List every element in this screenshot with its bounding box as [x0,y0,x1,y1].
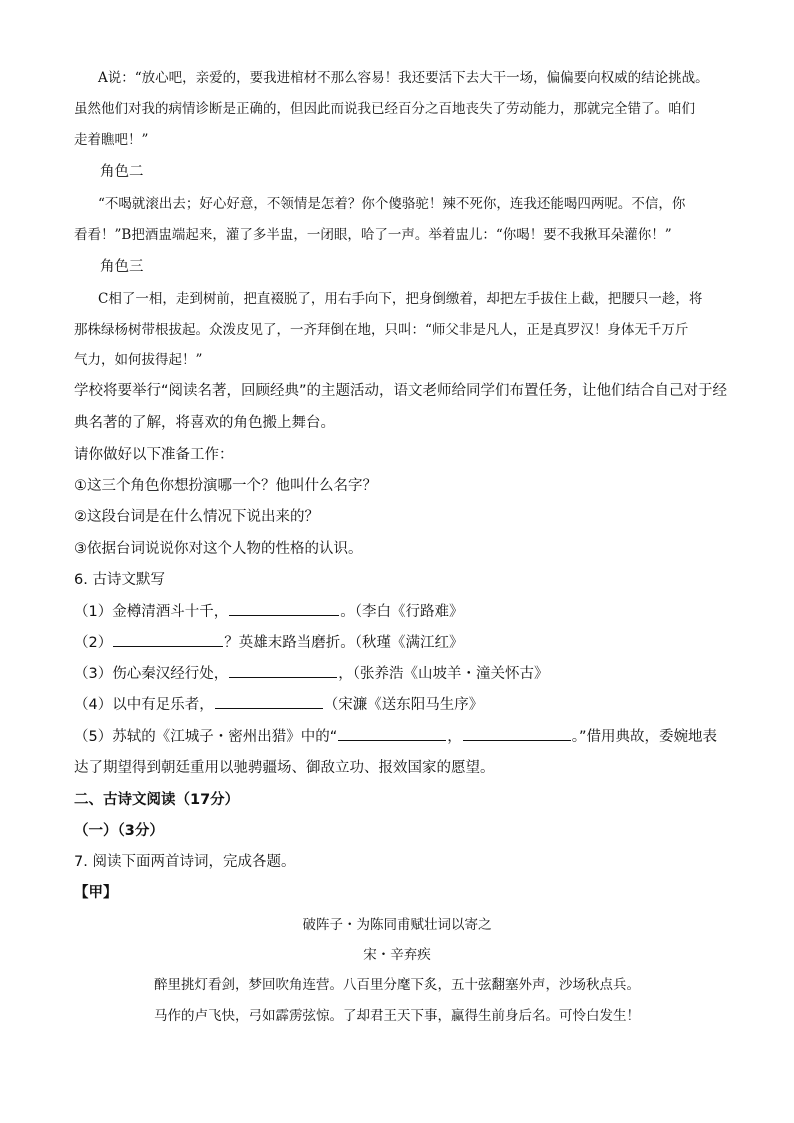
q6-item-1-prefix: （1）金樽清酒斗十千， [74,604,229,620]
q6-item-5-line-2: 达了期望得到朝廷重用以驰骋疆场、御敌立功、报效国家的愿望。 [74,760,495,776]
q6-item-3 [74,662,548,683]
q6-item-5 [74,725,717,746]
poem-line-2: 马作的卢飞快，弓如霹雳弦惊。了却君王天下事，赢得生前身后名。可怜白发生！ [154,1008,640,1024]
role-3-heading: 角色三 [100,259,144,275]
section-2-heading: 二、古诗文阅读（17分） [74,792,240,808]
role-a-line-2: 虽然他们对我的病情诊断是正确的，但因此而说我已经百分之百地丧失了劳动能力，那就完全错了。咱们 [74,101,695,117]
poem-title: 破阵子・为陈同甫赋壮词以寄之 [302,917,492,933]
q6-item-2 [74,631,463,652]
role-2-line-2: 看看！”B把酒盅端起来，灌了多半盅，一闭眼，哈了一声。举着盅儿：“你喝！要不我揪耳朵灌你！” [74,227,672,243]
answer-blank[interactable] [229,663,337,679]
q6-item-4-suffix: （宋濂《送东阳马生序》 [323,697,484,713]
role-2-heading: 角色二 [100,164,144,180]
q6-item-4 [74,693,483,714]
role-3-line-2: 那株绿杨树带根拔起。众泼皮见了，一齐拜倒在地，只叫：“师父非是凡人，正是真罗汉！身体无千万斤 [74,322,689,338]
role-3-line-1: C相了一相，走到树前，把直裰脱了，用右手向下，把身倒缴着，却把左手拔住上截，把腰只一趁，将 [98,291,703,307]
q6-item-4-prefix: （4）以中有足乐者， [74,697,214,713]
q6-item-5-suffix: 。”借用典故，委婉地表 [571,729,718,745]
poem-a-label: 【甲】 [74,885,118,901]
task-prep: 请你做好以下准备工作： [74,447,234,463]
answer-blank[interactable] [229,601,339,617]
q6-item-3-prefix: （3）伤心秦汉经行处， [74,666,229,682]
q6-item-2-suffix: ？英雄末路当磨折。（秋瑾《满江红》 [224,635,464,651]
task-question-2: ②这段台词是在什么情况下说出来的？ [74,509,319,525]
task-intro-line-1: 学校将要举行“阅读名著，回顾经典”的主题活动，语文老师给同学们布置任务，让他们结合自己对于经 [74,383,728,399]
task-question-1: ①这三个角色你想扮演哪一个？他叫什么名字？ [74,478,377,494]
answer-blank[interactable] [338,726,446,742]
q6-item-1-suffix: 。（李白《行路难》 [340,604,464,620]
role-2-line-1: “不喝就滚出去；好心好意，不领情是怎着？你个傻骆驼！辣不死你，连我还能喝四两呢。不信，你 [98,196,686,212]
answer-blank[interactable] [215,694,323,710]
section-2-subheading: （一）（3分） [74,823,164,839]
role-3-line-3: 气力，如何拔得起！” [74,352,203,368]
answer-blank[interactable] [113,632,223,648]
q6-item-3-suffix: ，（张养浩《山坡羊・潼关怀古》 [338,666,549,682]
role-a-line-3: 走着瞧吧！” [74,132,149,148]
task-question-3: ③依据台词说说你对这个人物的性格的认识。 [74,541,363,557]
poem-author: 宋・辛弃疾 [363,947,431,963]
q6-item-2-prefix: （2） [74,635,113,651]
answer-blank[interactable] [463,726,571,742]
role-a-line-1: A说：“放心吧，亲爱的，要我进棺材不那么容易！我还要活下去大干一场，偏偏要向权威的结论挑战。 [98,70,709,86]
question-7-title: 7. 阅读下面两首诗词，完成各题。 [74,854,296,870]
q6-item-1 [74,600,463,621]
question-6-title: 6. 古诗文默写 [74,572,165,588]
q6-item-5-middle: ， [447,729,462,745]
q6-item-5-prefix: （5）苏轼的《江城子・密州出猎》中的“ [74,729,338,745]
task-intro-line-2: 典名著的了解，将喜欢的角色搬上舞台。 [74,415,335,431]
poem-line-1: 醉里挑灯看剑，梦回吹角连营。八百里分麾下炙，五十弦翻塞外声，沙场秋点兵。 [154,977,640,993]
